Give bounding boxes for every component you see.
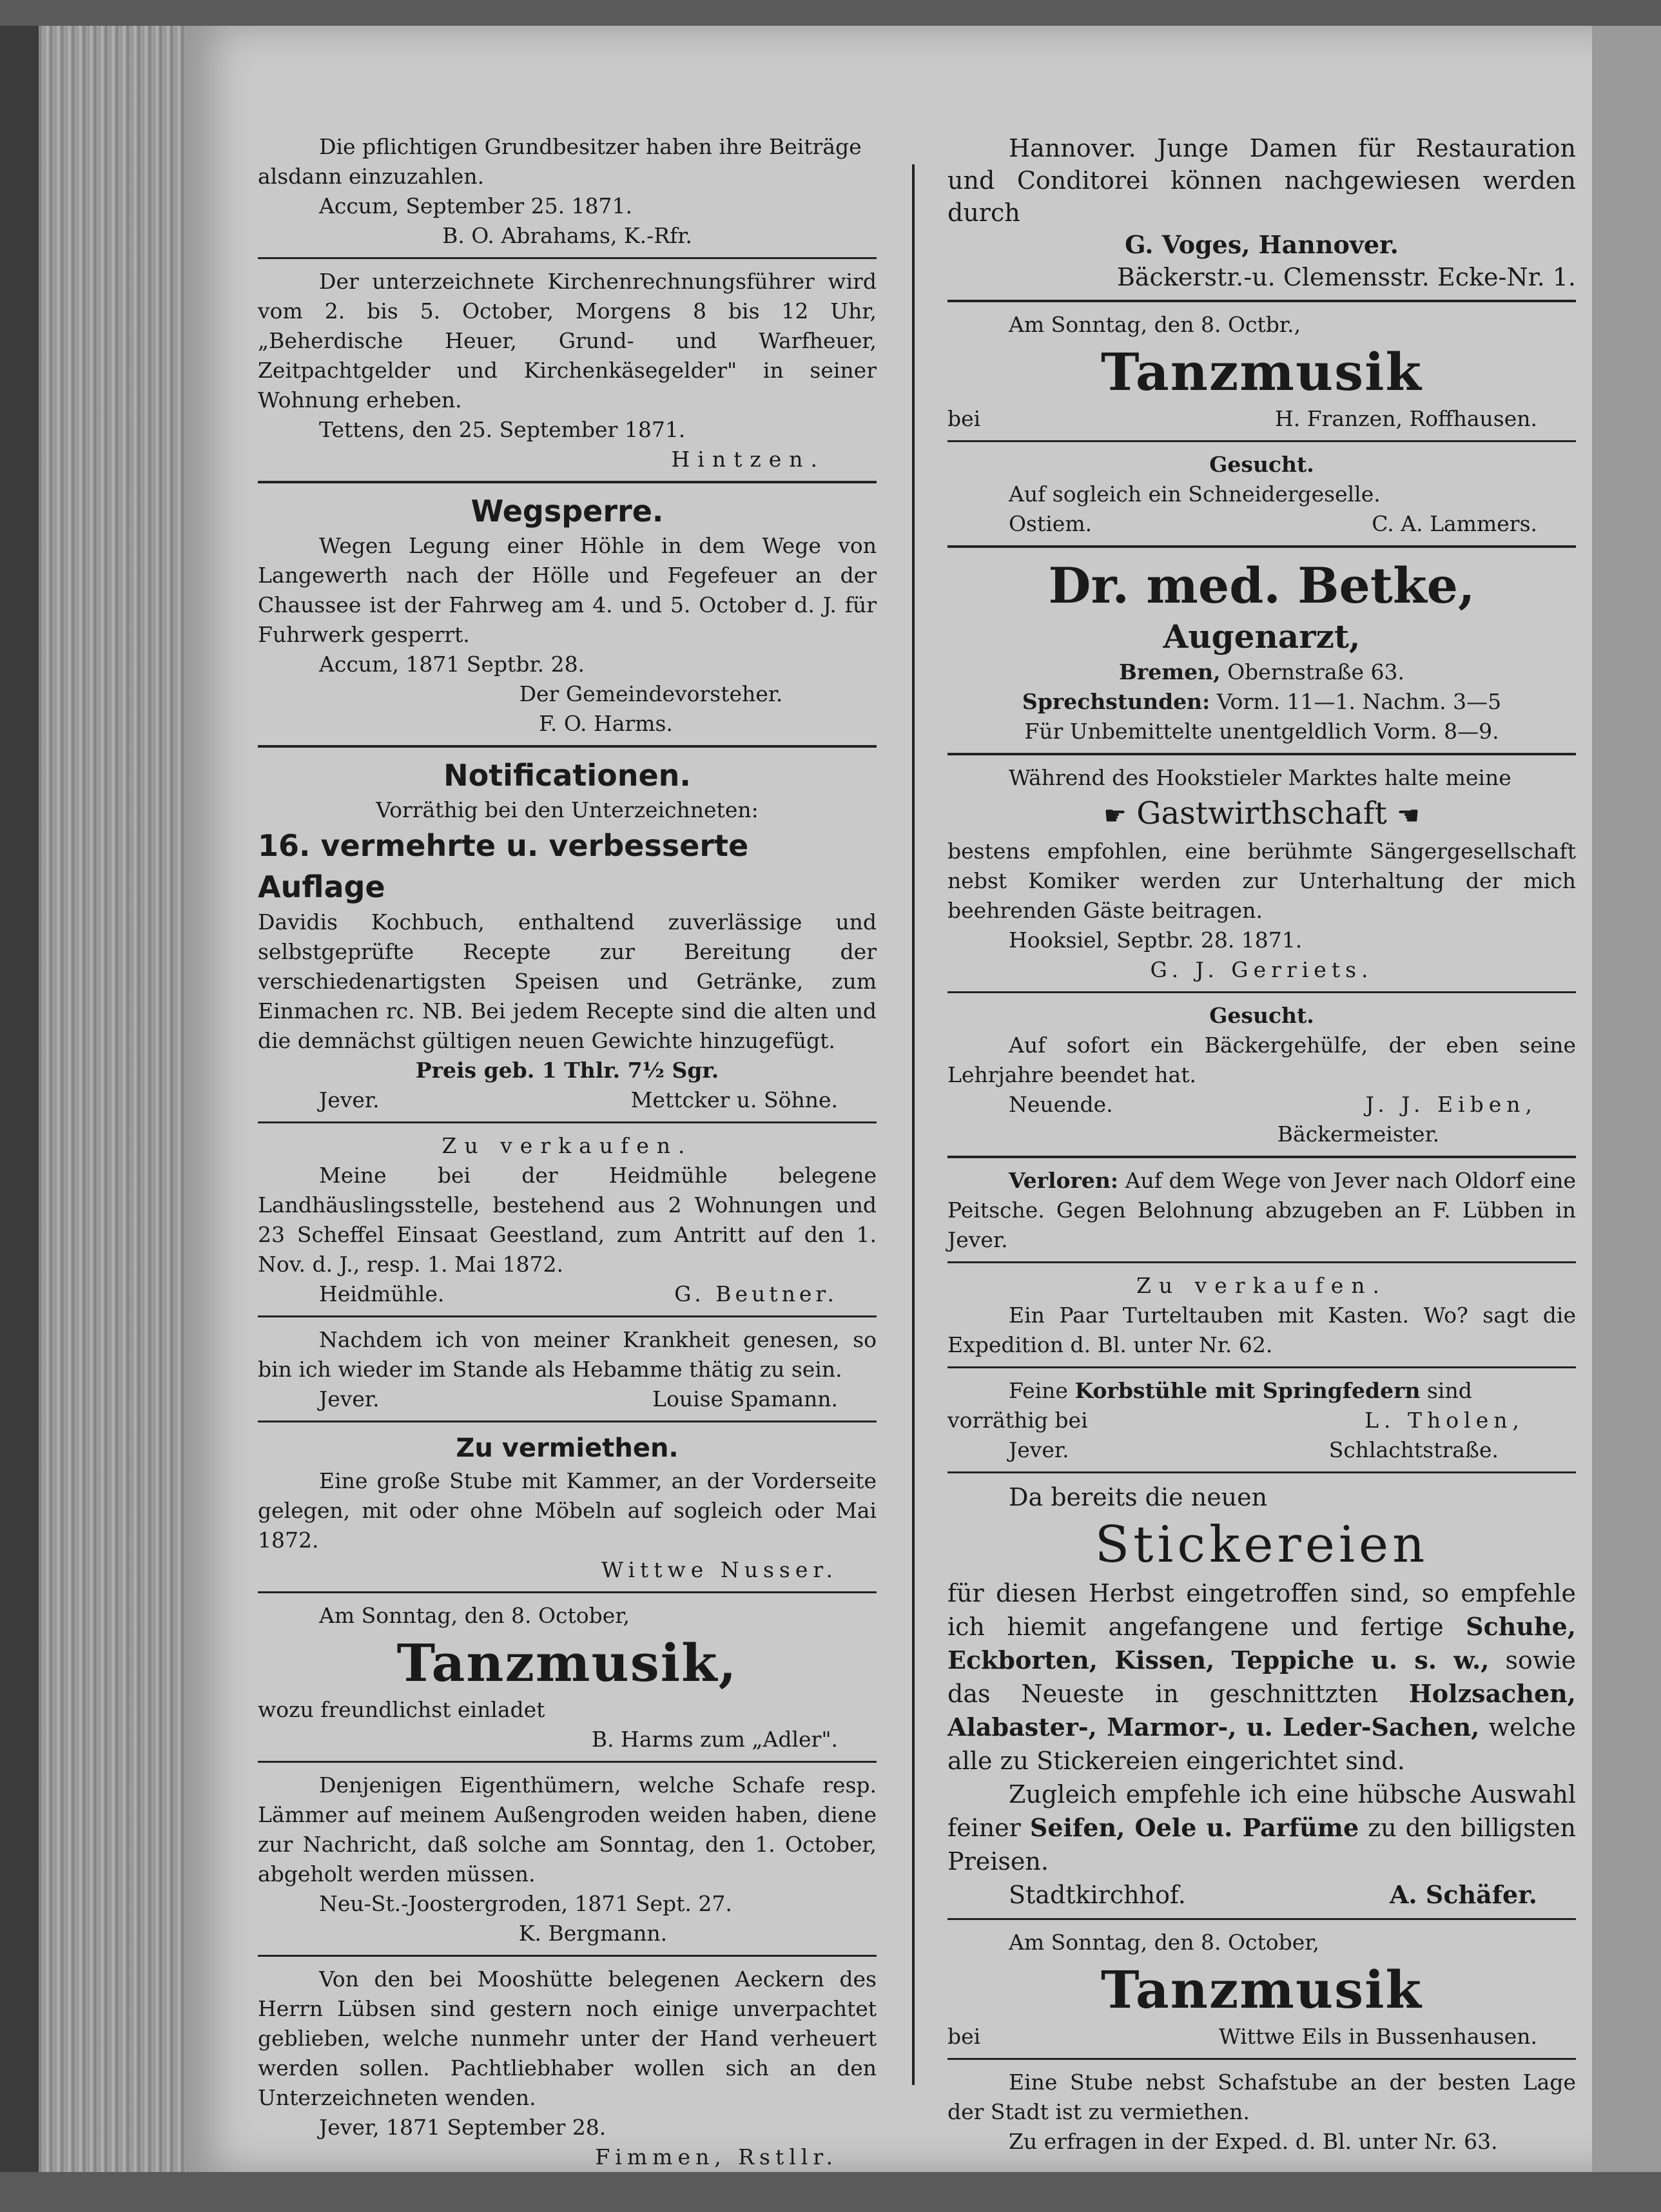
notice-line: [947, 1406, 1576, 1435]
notice-doctor: [947, 556, 1576, 746]
lost-label: Verloren:: [1009, 1167, 1119, 1193]
notice-street: Schlachtstraße.: [1328, 1437, 1499, 1462]
divider: [258, 481, 877, 483]
notice-footer: [258, 1279, 877, 1309]
notice-title: Stickereien: [1094, 1515, 1429, 1574]
notice-embroidery: [947, 1481, 1576, 1912]
notice-signature: L. Tholen,: [1365, 1407, 1524, 1433]
notice-fields: [258, 1965, 877, 2172]
divider: [947, 1156, 1576, 1158]
embroidery-text: Zugleich empfehle ich eine hübsche Auswahl feiner: [947, 1780, 1576, 1842]
divider: [947, 991, 1576, 993]
notice-text: Davidis Kochbuch, enthaltend zuverlässige und selbstgeprüfte Recepte zur Bereitung der verschiedenartigsten Speisen und Getränke, zum Einmachen rc. NB. Bei jedem Recepte sind die alten und die demnächst gültigen neuen Gewichte hinzugefügt.: [258, 909, 877, 1053]
notice-signature: A. Schäfer.: [1389, 1879, 1537, 1909]
notice-date: Hooksiel, Septbr. 28. 1871.: [1009, 927, 1303, 953]
divider: [258, 1591, 877, 1593]
notice-signature: B. O. Abrahams, K.-Rfr.: [442, 223, 692, 248]
left-column: [258, 132, 877, 2172]
notice-dance-franzen: [947, 310, 1576, 434]
notice-date: Am Sonntag, den 8. October,: [1009, 1929, 1319, 1955]
embroidery-text: welche alle zu Stickereien eingerichtet sind.: [947, 1712, 1576, 1775]
notice-text: Von den bei Mooshütte belegenen Aeckern des Herrn Lübsen sind gestern noch einige unverpachtet geblieben, welche nunmehr unter der Hand verheuert werden sollen. Pachtliebhaber wollen sich an den Unterzeichneten wenden.: [258, 1966, 877, 2110]
next-page-edge: [1592, 26, 1661, 2172]
notice-tailor-wanted: [947, 450, 1576, 539]
divider: [947, 300, 1576, 302]
notice-title: Wegsperre.: [471, 494, 664, 529]
divider: [258, 745, 877, 748]
notice-text: Hannover. Junge Damen für Restauration und Conditorei können nachgewiesen werden durch: [947, 134, 1576, 227]
notice-sheep: [258, 1771, 877, 1948]
notice-place: Ostiem.: [1009, 511, 1093, 536]
chairs-bold: Korbstühle mit Springfedern: [1074, 1377, 1421, 1403]
notice-title: Tanzmusik: [1101, 1959, 1423, 2020]
notice-date: Tettens, den 25. September 1871.: [319, 417, 686, 442]
doctor-name: Dr. med. Betke,: [1048, 557, 1475, 614]
notice-date: Am Sonntag, den 8. October,: [319, 1603, 630, 1628]
notice-text: Wegen Legung einer Höhle in dem Wege von Langewerth nach der Hölle und Fegefeuer an der Chaussee ist der Fahrweg am 4. und 5. October d. J. für Fuhrwerk gesperrt.: [258, 533, 877, 647]
notice-place: Neuende.: [1009, 1091, 1113, 1117]
notice-signature: Mettcker u. Söhne.: [630, 1087, 838, 1112]
notice-text: [947, 1166, 1576, 1255]
notice-text: bestens empfohlen, eine berühmte Sängergesellschaft nebst Komiker werden zur Unterhaltung der mich beehrenden Gäste beitragen.: [947, 838, 1576, 923]
embroidery-goods: Holzsachen, Alabaster-, Marmor-, u. Leder-Sachen,: [947, 1678, 1576, 1741]
notice-place: Jever.: [319, 1386, 380, 1412]
divider: [947, 753, 1576, 755]
notice-price: Preis geb. 1 Thlr. 7½ Sgr.: [415, 1058, 719, 1083]
notice-signature: Der Gemeindevorsteher.: [519, 681, 783, 706]
notice-doves-sale: [947, 1271, 1576, 1360]
notice-place: Heidmühle.: [319, 1281, 445, 1306]
notice-text: Nachdem ich von meiner Krankheit genesen, so bin ich wieder im Stande als Hebamme thätig zu sein.: [258, 1327, 877, 1382]
right-column: [947, 132, 1576, 2157]
notice-place: Stadtkirchhof.: [1009, 1880, 1186, 1909]
divider: [947, 1918, 1576, 1920]
notice-signature: B. Harms zum „Adler".: [591, 1727, 838, 1752]
notice-church-accounts: [258, 267, 877, 474]
notice-headline: 16. vermehrte u. verbesserte Auflage: [258, 828, 749, 904]
notice-contributions: [258, 132, 877, 251]
notice-baker-wanted: [947, 1001, 1576, 1149]
notice-text: [947, 1577, 1576, 1778]
notice-hannover: [947, 132, 1576, 293]
notice-text: Während des Hookstieler Marktes halte meine: [1009, 765, 1511, 790]
notice-signature: Hintzen.: [671, 447, 825, 472]
notice-title: Tanzmusik: [1101, 342, 1423, 402]
embroidery-text: sowie das Neueste in geschnittzten: [947, 1645, 1576, 1708]
doctor-city: Bremen,: [1118, 659, 1221, 684]
notice-signature: H. Franzen, Roffhausen.: [1274, 406, 1537, 431]
notice-footer: [258, 1384, 877, 1414]
notice-text: [947, 1778, 1576, 1878]
notice-signature: G. J. Gerriets.: [1150, 956, 1374, 982]
notice-footer: [947, 1090, 1576, 1120]
notice-signature: C. A. Lammers.: [1372, 511, 1537, 536]
notice-text: Denjenigen Eigenthümern, welche Schafe resp. Lämmer auf meinem Außengroden weiden haben, diene zur Nachricht, daß solche am Sonntag, den 1. October, abgeholt werden müssen.: [258, 1772, 877, 1887]
notice-subtitle: Vorräthig bei den Unterzeichneten:: [376, 797, 759, 822]
notice-bei: bei: [947, 2023, 981, 2049]
binding-shadow: [0, 26, 39, 2172]
notice-signature: F. O. Harms.: [539, 711, 673, 736]
notice-title: Zu vermiethen.: [456, 1433, 679, 1463]
divider: [947, 2058, 1576, 2060]
notice-name: G. Voges, Hannover.: [1125, 230, 1399, 259]
notice-room-rent: [947, 2068, 1576, 2157]
notice-title-row: [947, 793, 1576, 837]
divider: [947, 545, 1576, 548]
notice-address: Bäckerstr.-u. Clemensstr. Ecke-Nr. 1.: [1116, 263, 1576, 291]
notice-text: Ein Paar Turteltauben mit Kasten. Wo? sagt die Expedition d. Bl. unter Nr. 62.: [947, 1302, 1576, 1357]
notice-reference: Zu erfragen in der Exped. d. Bl. unter Nr. 63.: [1009, 2128, 1498, 2154]
notice-footer: [947, 1878, 1576, 1912]
notice-footer: [258, 1085, 877, 1115]
notice-text: Auf sogleich ein Schneidergeselle.: [1009, 481, 1381, 507]
lost-text: Auf dem Wege von Jever nach Oldorf eine Peitsche. Gegen Belohnung abzugeben an F. Lübben in Jever.: [947, 1167, 1576, 1252]
pointing-hand-left-icon: ☚: [1397, 800, 1420, 831]
notice-title: Gastwirthschaft: [1136, 795, 1387, 831]
notice-chairs: [947, 1376, 1576, 1465]
notice-for-rent: [258, 1430, 877, 1585]
notice-signature: Wittwe Nusser.: [601, 1557, 838, 1582]
hours-label: Sprechstunden:: [1022, 689, 1210, 714]
notice-lost: [947, 1166, 1576, 1255]
chairs-available: vorräthig bei: [947, 1407, 1088, 1433]
divider: [947, 1261, 1576, 1263]
notice-footer: [947, 2022, 1576, 2052]
divider: [947, 1366, 1576, 1368]
notice-text: Auf sofort ein Bäckergehülfe, der eben seine Lehrjahre beendet hat.: [947, 1032, 1576, 1087]
pointing-hand-right-icon: ☛: [1103, 800, 1127, 831]
divider: [947, 440, 1576, 442]
doctor-poor: Für Unbemittelte unentgeldlich Vorm. 8—9.: [1024, 719, 1499, 744]
divider: [258, 257, 877, 259]
notice-signature: J. J. Eiben,: [1365, 1091, 1537, 1117]
embroidery-goods: Seifen, Oele u. Parfüme: [1029, 1812, 1359, 1842]
column-divider: [912, 164, 915, 2085]
notice-title: Gesucht.: [1209, 1002, 1314, 1028]
divider: [947, 1471, 1576, 1473]
notice-place: Jever.: [1009, 1437, 1069, 1462]
chairs-pre: Feine: [1009, 1377, 1068, 1403]
divider: [258, 1121, 877, 1123]
notice-title: Zu verkaufen.: [1136, 1272, 1388, 1298]
notice-text: wozu freundlichst einladet: [258, 1697, 545, 1722]
notice-text: Die pflichtigen Grundbesitzer haben ihre Beiträge: [319, 134, 862, 159]
notice-footer: [947, 404, 1576, 434]
notice-signature: G. Beutner.: [674, 1281, 838, 1306]
notice-bei: bei: [947, 406, 981, 431]
notice-signature: Wittwe Eils in Bussenhausen.: [1218, 2023, 1537, 2049]
notice-signature: K. Bergmann.: [518, 1921, 668, 1946]
notice-footer: [947, 509, 1576, 539]
doctor-address: [947, 657, 1576, 687]
notice-text: Der unterzeichnete Kirchenrechnungsführer wird vom 2. bis 5. October, Morgens 8 bis 12 Uhr, „Beherdische Heuer, Grund- und Warfheuer, Zeitpachtgelder und Kirchenkäsegelder" in seiner Wohnung erheben.: [258, 269, 877, 412]
notice-signature: Louise Spamann.: [652, 1386, 838, 1412]
divider: [258, 1315, 877, 1317]
section-title: Notificationen.: [443, 758, 691, 793]
notice-title: Zu verkaufen.: [442, 1133, 693, 1158]
embroidery-text: für diesen Herbst eingetroffen sind, so empfehle ich hiemit angefangene und fertige: [947, 1578, 1576, 1641]
notice-signature: Fimmen, Rstllr.: [595, 2144, 838, 2169]
embroidery-text: zu den billigsten Preisen.: [947, 1813, 1576, 1876]
divider: [258, 1761, 877, 1763]
doctor-hours: [947, 687, 1576, 717]
divider: [258, 1955, 877, 1957]
notice-title: Tanzmusik,: [396, 1633, 738, 1693]
notice-dance-adler: [258, 1601, 877, 1754]
notice-midwife: [258, 1325, 877, 1414]
notice-text: Meine bei der Heidmühle belegene Landhäuslingsstelle, bestehend aus 2 Wohnungen und 23 Scheffel Einsaat Geestland, zum Antritt auf den 1. Nov. d. J., resp. 1. Mai 1872.: [258, 1163, 877, 1277]
notice-road-closure: [258, 491, 877, 739]
notice-inn: [947, 763, 1576, 985]
notice-date: Accum, September 25. 1871.: [319, 193, 633, 218]
divider: [258, 1421, 877, 1422]
notice-title: Gesucht.: [1209, 452, 1314, 477]
notice-date: Jever, 1871 September 28.: [319, 2115, 607, 2140]
notice-footer: [947, 1435, 1576, 1465]
notice-cookbook: [258, 755, 877, 1115]
notice-dance-eils: [947, 1928, 1576, 2052]
notice-sale-house: [258, 1131, 877, 1309]
notice-date: Accum, 1871 Septbr. 28.: [319, 652, 585, 677]
notice-place: Jever.: [319, 1087, 380, 1112]
doctor-profession: Augenarzt,: [1163, 617, 1361, 655]
embroidery-goods: Schuhe, Eckborten, Kissen, Teppiche u. s. w.,: [947, 1611, 1576, 1674]
notice-text: Eine große Stube mit Kammer, an der Vorderseite gelegen, mit oder ohne Möbeln auf sogleich oder Mai 1872.: [258, 1468, 877, 1553]
notice-date: Neu-St.-Joostergroden, 1871 Sept. 27.: [319, 1891, 732, 1916]
notice-text: Eine Stube nebst Schafstube an der besten Lage der Stadt ist zu vermiethen.: [947, 2069, 1576, 2124]
notice-text: alsdann einzuzahlen.: [258, 164, 485, 189]
notice-text: Da bereits die neuen: [1009, 1482, 1268, 1511]
doctor-street: Obernstraße 63.: [1227, 659, 1405, 684]
notice-date: Am Sonntag, den 8. Octbr.,: [1009, 312, 1301, 337]
notice-signature: Bäckermeister.: [1277, 1121, 1440, 1147]
chairs-post: sind: [1426, 1377, 1472, 1403]
hours-value: Vorm. 11—1. Nachm. 3—5: [1216, 689, 1502, 714]
notice-text: [947, 1376, 1576, 1406]
